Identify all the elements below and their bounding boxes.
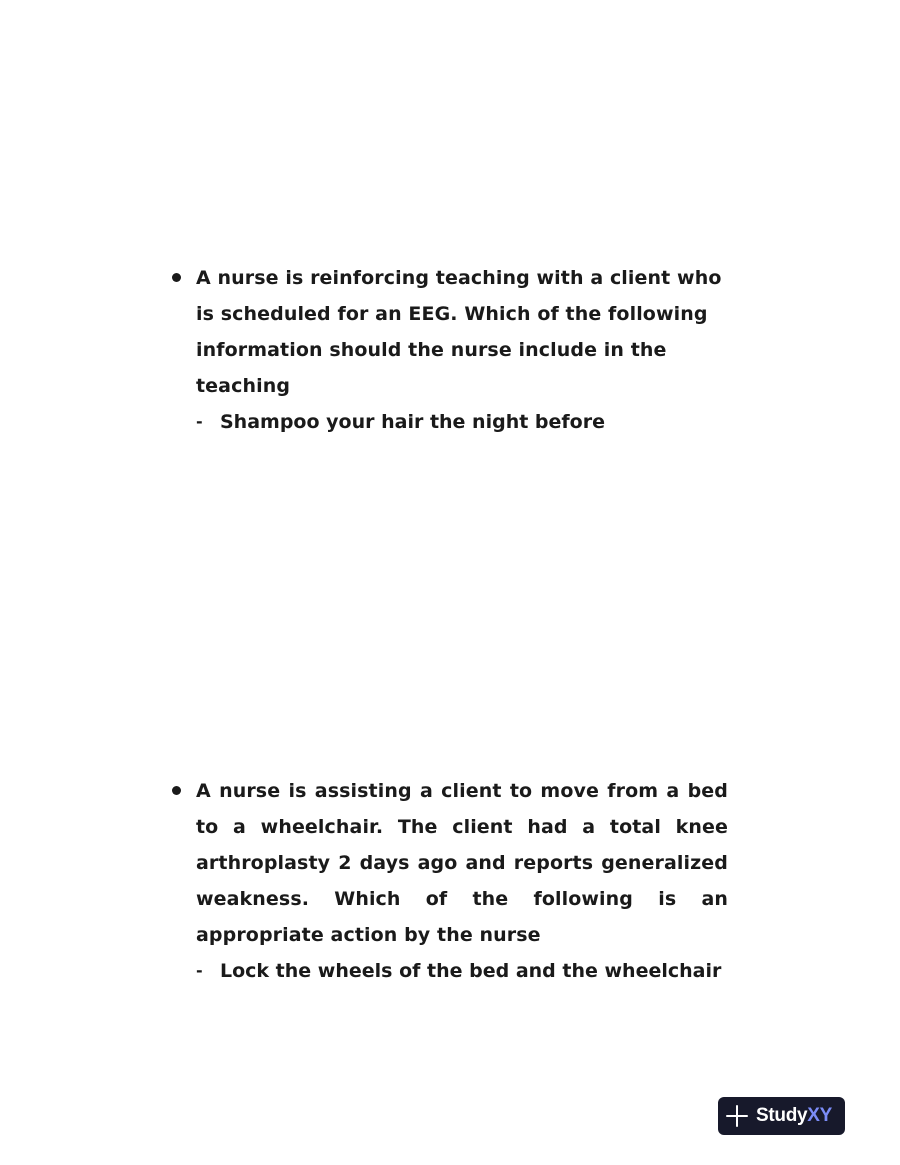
bullet-icon: [172, 273, 181, 282]
answer-2-text: Lock the wheels of the bed and the wheelchair: [220, 960, 722, 982]
question-1-text: A nurse is reinforcing teaching with a client who is scheduled for an EEG. Which of the following information should the nurse include in the teaching: [196, 267, 722, 397]
question-2: [168, 773, 728, 953]
qa-item-2: [168, 773, 728, 989]
brand-name-main: Study: [756, 1105, 808, 1126]
brand-name: [756, 1105, 832, 1127]
answer-2: [168, 953, 728, 989]
plus-icon: [726, 1105, 748, 1127]
question-2-text: A nurse is assisting a client to move from a bed to a wheelchair. The client had a total knee arthroplasty 2 days ago and reports generalized weakness. Which of the following is an appropriate action by the nurse: [196, 780, 728, 946]
qa-item-1: [168, 260, 740, 440]
answer-dash: -: [196, 961, 203, 980]
answer-1: [168, 404, 740, 440]
brand-name-accent: XY: [807, 1105, 833, 1126]
answer-1-text: Shampoo your hair the night before: [220, 411, 605, 433]
answer-dash: -: [196, 412, 203, 431]
bullet-icon: [172, 786, 181, 795]
question-1: [168, 260, 740, 404]
studyxy-logo: [718, 1097, 845, 1135]
